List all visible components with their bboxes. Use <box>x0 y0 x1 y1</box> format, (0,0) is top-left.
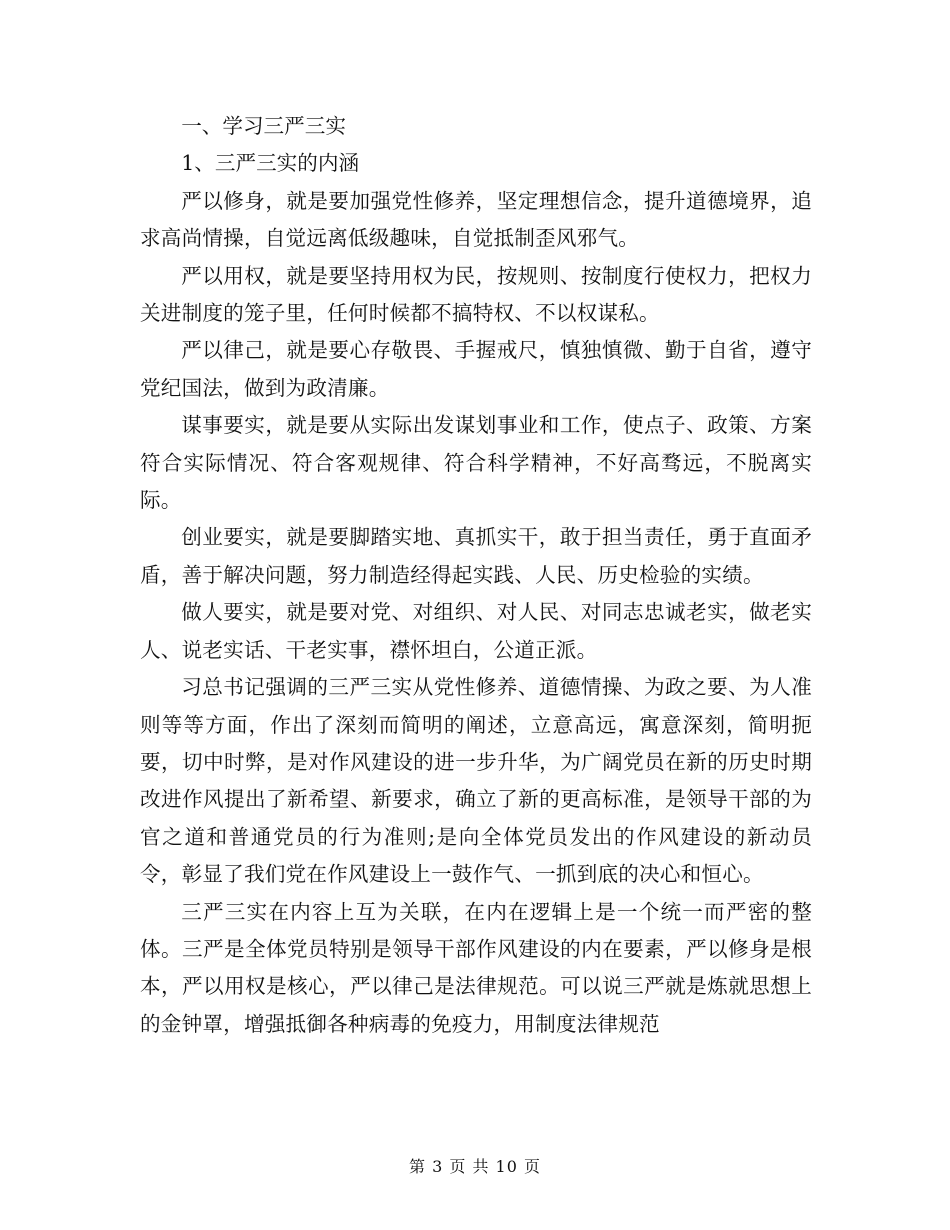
paragraph-entrepreneurship: 创业要实，就是要脚踏实地、真抓实干，敢于担当责任，勇于直面矛盾，善于解决问题，努力制造经得起实践、人民、历史检验的实绩。 <box>140 525 812 587</box>
paragraph-planning: 谋事要实，就是要从实际出发谋划事业和工作，使点子、政策、方案符合实际情况、符合客观规律、符合科学精神，不好高骛远，不脱离实际。 <box>140 413 812 513</box>
section-heading: 一、学习三严三实 <box>181 114 346 138</box>
subsection-heading: 1、三严三实的内涵 <box>181 151 360 176</box>
page-content <box>140 108 812 1043</box>
page-number-footer: 第 3 页 共 10 页 <box>409 1157 541 1176</box>
paragraph-emphasis: 习总书记强调的三严三实从党性修养、道德情操、为政之要、为人准则等等方面，作出了深刻而简明的阐述，立意高远，寓意深刻，简明扼要，切中时弊，是对作风建设的进一步升华，为广阔党员在新的历史时期改进作风提出了新希望、新要求，确立了新的更高标准，是领导干部的为官之道和普通党员的行为准则;是向全体党员发出的作风建设的新动员令，彰显了我们党在作风建设上一鼓作气、一抓到底的决心和恒心。 <box>140 675 812 887</box>
paragraph-conduct: 做人要实，就是要对党、对组织、对人民、对同志忠诚老实，做老实人、说老实话、干老实事，襟怀坦白，公道正派。 <box>140 600 812 662</box>
paragraph-self-discipline: 严以律己，就是要心存敬畏、手握戒尺，慎独慎微、勤于自省，遵守党纪国法，做到为政清廉。 <box>140 338 812 400</box>
paragraph-self-cultivation: 严以修身，就是要加强党性修养，坚定理想信念，提升道德境界，追求高尚情操，自觉远离低级趣味，自觉抵制歪风邪气。 <box>140 188 812 251</box>
paragraph-relationship: 三严三实在内容上互为关联，在内在逻辑上是一个统一而严密的整体。三严是全体党员特别是领导干部作风建设的内在要素，严以修身是根本，严以用权是核心，严以律己是法律规范。可以说三严就是炼就思想上的金钟罩，增强抵御各种病毒的免疫力，用制度法律规范 <box>140 899 812 1036</box>
paragraph-use-of-power: 严以用权，就是要坚持用权为民，按规则、按制度行使权力，把权力关进制度的笼子里，任何时候都不搞特权、不以权谋私。 <box>140 263 812 326</box>
